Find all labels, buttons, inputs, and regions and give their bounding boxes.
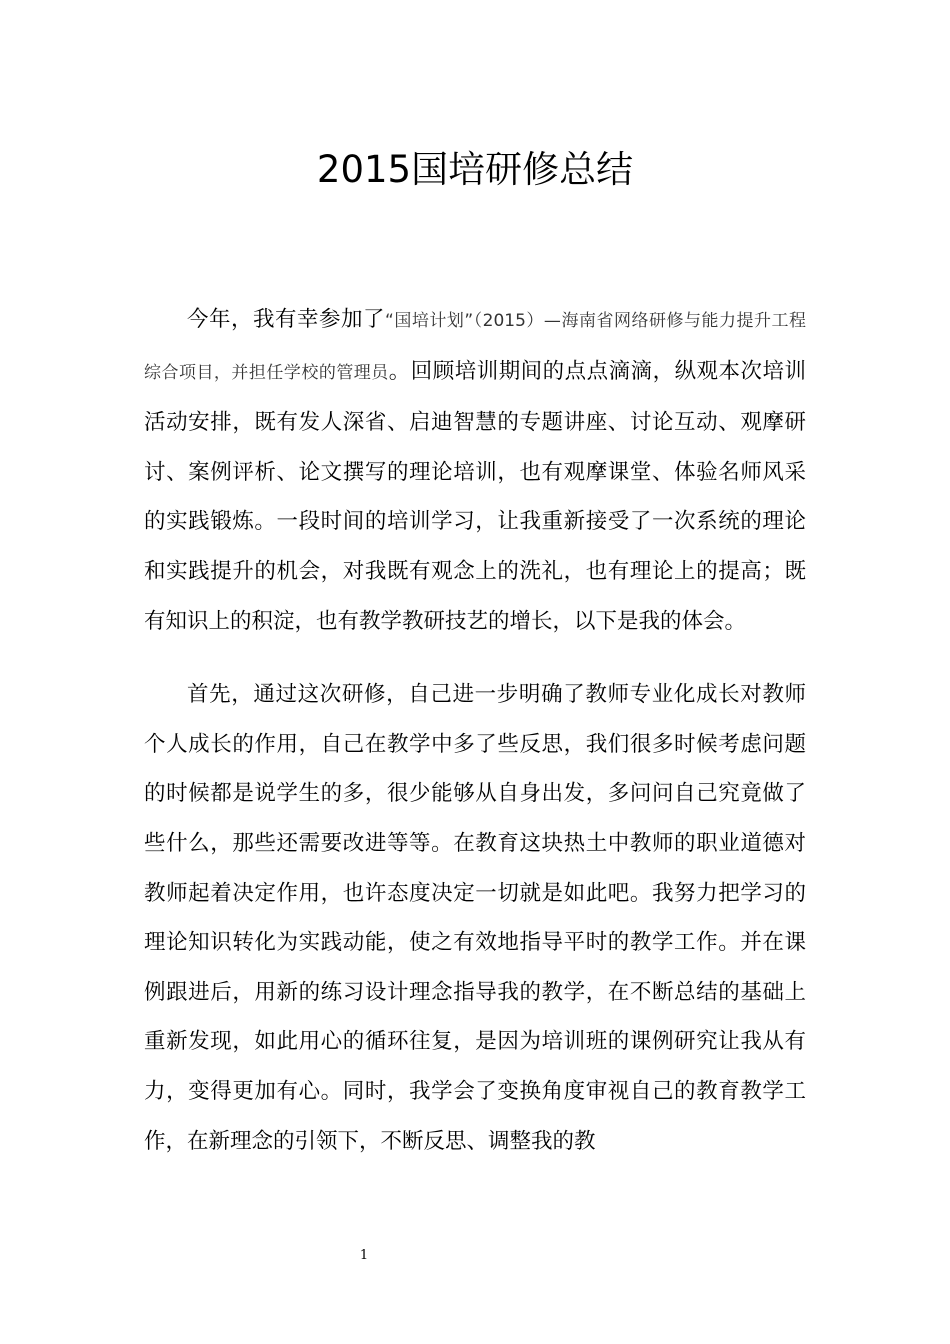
- paragraph-1-project-name: “国培计划”（2015）—海南省网络研修与能力提升工程综合项目，并担任学校的管理员: [144, 311, 806, 383]
- page-number: 1: [359, 1248, 369, 1263]
- paragraph-1: [144, 295, 806, 646]
- paragraph-2: 首先，通过这次研修，自己进一步明确了教师专业化成长对教师个人成长的作用，自己在教学中多了些反思，我们很多时候考虑问题的时候都是说学生的多，很少能够从自身出发，多问问自己究竟做了些什么，那些还需要改进等等。在教育这块热土中教师的职业道德对教师起着决定作用，也许态度决定一切就是如此吧。我努力把学习的理论知识转化为实践动能，使之有效地指导平时的教学工作。并在课例跟进后，用新的练习设计理念指导我的教学，在不断总结的基础上重新发现，如此用心的循环往复，是因为培训班的课例研究让我从有力，变得更加有心。同时，我学会了变换角度审视自己的教育教学工作，在新理念的引领下，不断反思、调整我的教: [144, 682, 806, 1154]
- document-title: 2015国培研修总结: [316, 148, 634, 191]
- document-body: [144, 295, 806, 1166]
- paragraph-1-rest: 。回顾培训期间的点点滴滴，纵观本次培训活动安排，既有发人深省、启迪智慧的专题讲座、讨论互动、观摩研讨、案例评析、论文撰写的理论培训，也有观摩课堂、体验名师风采的实践锻炼。一段时间的培训学习，让我重新接受了一次系统的理论和实践提升的机会，对我既有观念上的洗礼，也有理论上的提高；既有知识上的积淀，也有教学教研技艺的增长，以下是我的体会。: [144, 358, 806, 634]
- paragraph-1-lead: 今年，我有幸参加了: [187, 307, 386, 332]
